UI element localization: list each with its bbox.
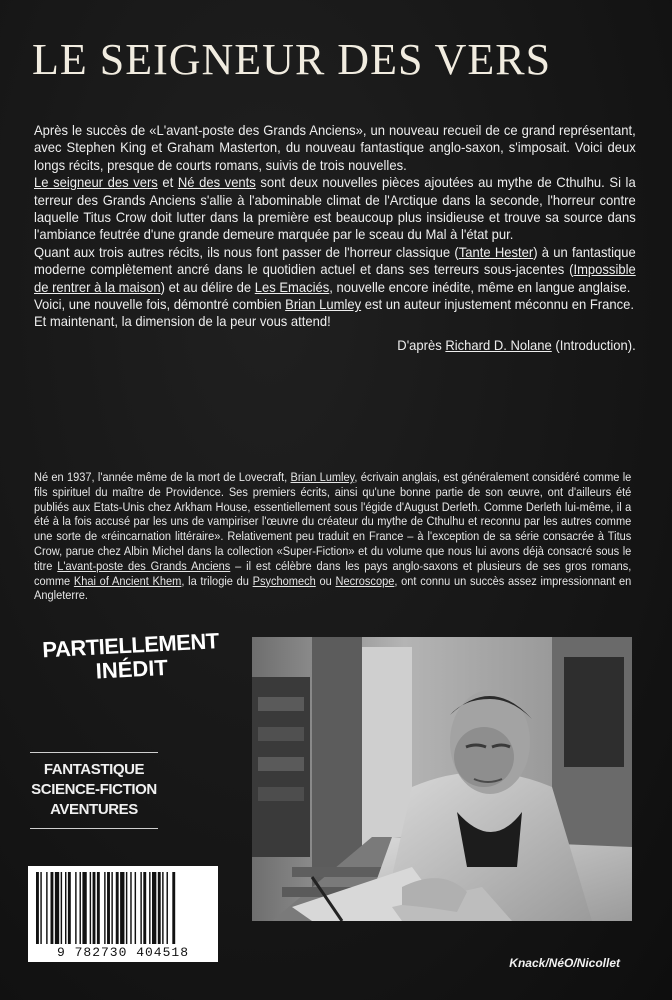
barcode-bar [126, 872, 127, 944]
blurb-text: ) à un fantastique moderne complètement ancré dans le quotidien actuel et dans ses terreurs sous-jacentes ( [34, 243, 636, 278]
barcode-bar [143, 872, 146, 944]
barcode-bar [162, 872, 163, 944]
barcode-bar [107, 872, 110, 944]
story-title: Tante Hester [458, 243, 534, 260]
barcode-number: 9 782730 404518 [56, 945, 190, 960]
barcode-bar [140, 872, 141, 944]
blurb-text: , nouvelle encore inédite, même en langue anglaise. [329, 278, 631, 295]
partially-unpublished-stamp [30, 628, 232, 688]
bio-text: Né en 1937, l'année même de la mort de Lovecraft, [34, 470, 291, 484]
author-photo-image [252, 637, 632, 921]
genre-divider-bottom [30, 828, 158, 829]
author-photo [252, 637, 632, 921]
stamp-line-1: PARTIELLEMENT [41, 628, 220, 663]
barcode-bar [75, 872, 76, 944]
barcode-bar [120, 872, 124, 944]
credit-text: D'après [397, 336, 446, 353]
barcode-bar [152, 872, 156, 944]
bio-text: , ont connu un succès assez impressionnant en Angleterre. [34, 573, 632, 603]
barcode-bar [65, 872, 66, 944]
barcode-bar [36, 872, 39, 944]
book-reference: Psychomech [252, 573, 316, 588]
barcode-bar [111, 872, 112, 944]
barcode-bar [116, 872, 119, 944]
barcode-bar [104, 872, 105, 944]
blurb-paragraph-4 [34, 296, 636, 313]
bio-text: , écrivain anglais, est généralement considéré comme le fils spirituel du maître de Providence. Ses premiers écrits, ainsi qu'une bonne partie de son œuvre, ont d'ailleurs été publiés aux Etats-Unis chez Arkham House, essentiellement sous l'égide d'August Derleth. Comme Derleth lui-même, il a été à la fois accusé par les uns de vampiriser l'œuvre du créateur du mythe de Cthulhu et reconnu par les autres comme une sorte de «réincarnation littéraire». Relativement peu traduit en France – à l'exception de sa série consacrée à Titus Crow, parue chez Albin Michel dans la collection «Super-Fiction» et du volume que nous lui avons déjà consacré sous le titre [34, 470, 632, 573]
barcode-bar [51, 872, 54, 944]
bio-text: – il est célèbre dans les pays anglo-saxons et plusieurs de ses gros romans, comme [34, 558, 632, 588]
barcode-bar [97, 872, 100, 944]
blurb-paragraph-1: Après le succès de «L'avant-poste des Grands Anciens», un nouveau recueil de ce grand représentant, avec Stephen King et Graham Masterton, du nouveau fantastique anglo-saxon, s'imposait. Voici deux longs récits, presque de courts romans, suivis de trois nouvelles. [34, 122, 636, 173]
blurb-paragraph-2 [34, 174, 636, 244]
author-name: Brian Lumley [285, 296, 362, 313]
author-biography [34, 470, 631, 603]
barcode-bar [158, 872, 161, 944]
book-reference: Khai of Ancient Khem [73, 573, 182, 588]
barcode-bar [82, 872, 86, 944]
barcode-bar [93, 872, 96, 944]
blurb-credit [34, 337, 636, 354]
barcode-bar [90, 872, 91, 944]
credit-name: Richard D. Nolane [445, 336, 552, 353]
blurb-text: est un auteur injustement méconnu en France. [361, 296, 634, 313]
blurb-text: ) et au délire de [160, 278, 255, 295]
blurb-paragraph-3 [34, 244, 636, 296]
story-title: Impossible de rentrer à la maison [34, 261, 636, 295]
barcode-bar [61, 872, 62, 944]
blurb-paragraph-5: Et maintenant, la dimension de la peur vous attend! [34, 313, 331, 330]
barcode-bar [172, 872, 175, 944]
barcode-bar [55, 872, 59, 944]
story-title: Le seigneur des vers [34, 174, 158, 191]
publisher-name: Knack/NéO/Nicollet [509, 956, 620, 970]
author-name: Brian Lumley [290, 470, 355, 484]
barcode-bar [149, 872, 150, 944]
barcode-bar [130, 872, 131, 944]
barcode-bar [40, 872, 41, 944]
isbn-barcode [28, 866, 218, 962]
genre-item: SCIENCE-FICTION [31, 781, 157, 798]
barcode-bar [135, 872, 136, 944]
story-title: Les Emaciés [254, 278, 330, 295]
barcode-bar [167, 872, 168, 944]
credit-text: (Introduction). [551, 336, 636, 353]
genre-item: AVENTURES [50, 801, 138, 818]
book-reference: Necroscope [335, 573, 395, 588]
genre-item: FANTASTIQUE [43, 761, 145, 778]
blurb-text: Quant aux trois autres récits, ils nous font passer de l'horreur classique ( [34, 243, 459, 260]
story-title: Né des vents [177, 174, 256, 191]
genre-divider-top [30, 752, 158, 753]
bio-paragraph [34, 470, 631, 603]
book-reference: L'avant-poste des Grands Anciens [57, 558, 231, 573]
blurb-text: Voici, une nouvelle fois, démontré combien [34, 296, 286, 313]
barcode-bar [46, 872, 47, 944]
barcode-bar [80, 872, 81, 944]
genre-list [30, 760, 158, 820]
stamp-line-2: INÉDIT [95, 654, 169, 684]
book-title: LE SEIGNEUR DES VERS [32, 35, 552, 84]
bio-text: , la trilogie du [181, 573, 253, 588]
barcode-bar [68, 872, 71, 944]
blurb-text: sont deux nouvelles pièces ajoutées au mythe de Cthulhu. Si la terreur des Grands Anciens s'allie à l'abominable climat de l'Arctique dans la seconde, l'horreur contre laquelle Titus Crow doit lutter dans la première est beaucoup plus insidieuse et trouve sa source dans l'ambiance feutrée d'une grande demeure marquée par le sceau du Mal à l'état pur. [34, 174, 636, 243]
blurb-text: et [157, 174, 178, 191]
blurb [34, 122, 636, 354]
bio-text: ou [315, 573, 336, 588]
